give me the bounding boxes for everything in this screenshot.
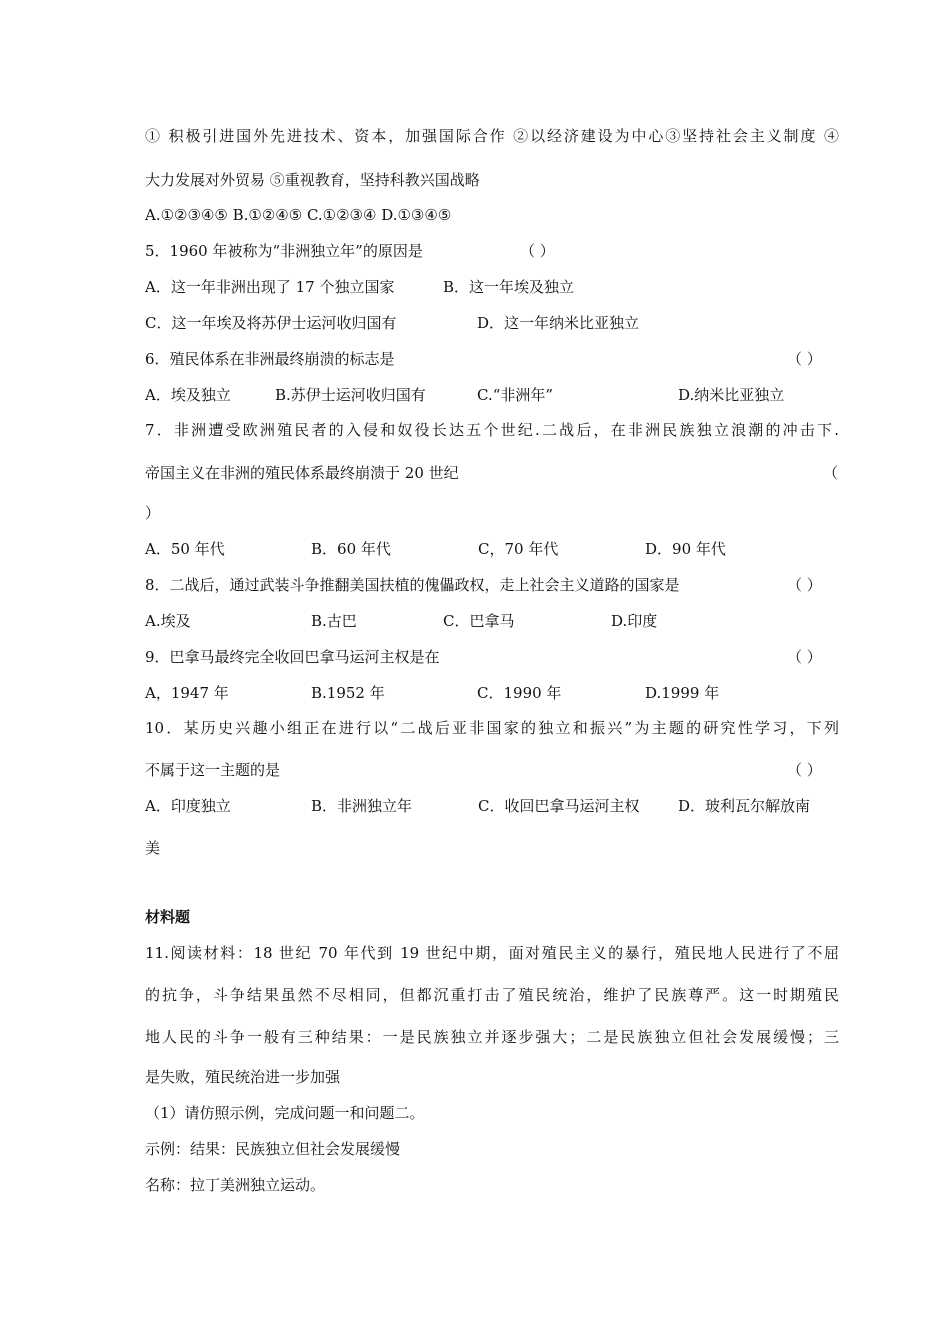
q4-statement-line-2: 大力发展对外贸易 ⑤重视教育，坚持科教兴国战略 <box>145 171 480 189</box>
q6-question <box>145 349 839 369</box>
q5-answer-bracket: （ ） <box>520 242 555 260</box>
q10-option-b: B．非洲独立年 <box>311 797 413 815</box>
q5-option-b: B．这一年埃及独立 <box>443 278 575 296</box>
q6-stem: 6．殖民体系在非洲最终崩溃的标志是 <box>145 350 395 368</box>
q6-option-b: B.苏伊士运河收归国有 <box>275 386 426 404</box>
q6-option-d: D.纳米比亚独立 <box>678 386 785 404</box>
q9-option-c: C．1990 年 <box>477 684 562 702</box>
q10-stem-line-1: 10．某历史兴趣小组正在进行以“二战后亚非国家的独立和振兴”为主题的研究性学习，下列 <box>145 719 839 737</box>
q9-option-b: B.1952 年 <box>311 684 385 702</box>
q5-option-d: D．这一年纳米比亚独立 <box>477 314 640 332</box>
q4-statement-line-1: ① 积极引进国外先进技术、资本，加强国际合作 ②以经济建设为中心③坚持社会主义制度 ④ <box>145 127 839 145</box>
material-paragraph-line-1: 11.阅读材料：18 世纪 70 年代到 19 世纪中期，面对殖民主义的暴行，殖民地人民进行了不屈 <box>145 944 839 962</box>
q7-stem-line-1: 7．非洲遭受欧洲殖民者的入侵和奴役长达五个世纪.二战后，在非洲民族独立浪潮的冲击下. <box>145 421 839 439</box>
q9-option-d: D.1999 年 <box>645 684 720 702</box>
q7-stem-line-2-text: 帝国主义在非洲的殖民体系最终崩溃于 20 世纪 <box>145 464 459 482</box>
q5-option-a: A．这一年非洲出现了 17 个独立国家 <box>145 278 395 296</box>
q6-answer-bracket: （ ） <box>787 350 822 368</box>
q8-option-c: C．巴拿马 <box>443 612 515 630</box>
q8-option-b: B.古巴 <box>311 612 357 630</box>
q9-question <box>145 647 839 667</box>
sub-question-1: （1）请仿照示例，完成问题一和问题二。 <box>145 1104 425 1122</box>
q10-stem-line-2 <box>145 760 839 780</box>
q8-option-d: D.印度 <box>611 612 658 630</box>
material-paragraph-line-3: 地人民的斗争一般有三种结果：一是民族独立并逐步强大；二是民族独立但社会发展缓慢；三 <box>145 1028 839 1046</box>
q9-option-a: A，1947 年 <box>145 684 229 702</box>
q7-bracket-close: ） <box>145 504 161 522</box>
q10-stem-line-2-text: 不属于这一主题的是 <box>145 761 281 779</box>
q5-stem: 5．1960 年被称为“非洲独立年”的原因是 <box>145 242 423 260</box>
material-paragraph-line-4: 是失败，殖民统治进一步加强 <box>145 1068 341 1086</box>
q4-options: A.①②③④⑤ B.①②④⑤ C.①②③④ D.①③④⑤ <box>145 206 452 224</box>
example-name: 名称：拉丁美洲独立运动。 <box>145 1176 326 1194</box>
q7-option-d: D．90 年代 <box>645 540 726 558</box>
q5-option-c: C．这一年埃及将苏伊士运河收归国有 <box>145 314 397 332</box>
q7-option-a: A．50 年代 <box>145 540 225 558</box>
material-paragraph-line-2: 的抗争，斗争结果虽然不尽相同，但都沉重打击了殖民统治，维护了民族尊严。这一时期殖民 <box>145 986 839 1004</box>
section-heading-material: 材料题 <box>145 908 191 926</box>
example-result: 示例：结果：民族独立但社会发展缓慢 <box>145 1140 401 1158</box>
q10-answer-bracket: （ ） <box>787 761 822 779</box>
q5-question <box>145 241 839 261</box>
q7-option-b: B．60 年代 <box>311 540 391 558</box>
q6-option-a: A．埃及独立 <box>145 386 231 404</box>
q9-answer-bracket: （ ） <box>787 648 822 666</box>
q9-stem: 9．巴拿马最终完全收回巴拿马运河主权是在 <box>145 648 440 666</box>
q7-stem-line-2 <box>145 463 839 483</box>
q8-answer-bracket: （ ） <box>787 576 822 594</box>
q8-stem: 8．二战后，通过武装斗争推翻美国扶植的傀儡政权，走上社会主义道路的国家是 <box>145 576 680 594</box>
q6-option-c: C.“非洲年” <box>477 386 554 404</box>
q7-bracket-open: （ <box>823 464 839 482</box>
q8-option-a: A.埃及 <box>145 612 191 630</box>
q10-option-d: D．玻利瓦尔解放南 <box>678 797 811 815</box>
q10-option-d-continuation: 美 <box>145 839 161 857</box>
q8-question <box>145 575 839 595</box>
q7-option-c: C，70 年代 <box>478 540 559 558</box>
q10-option-c: C．收回巴拿马运河主权 <box>478 797 640 815</box>
q10-option-a: A．印度独立 <box>145 797 231 815</box>
